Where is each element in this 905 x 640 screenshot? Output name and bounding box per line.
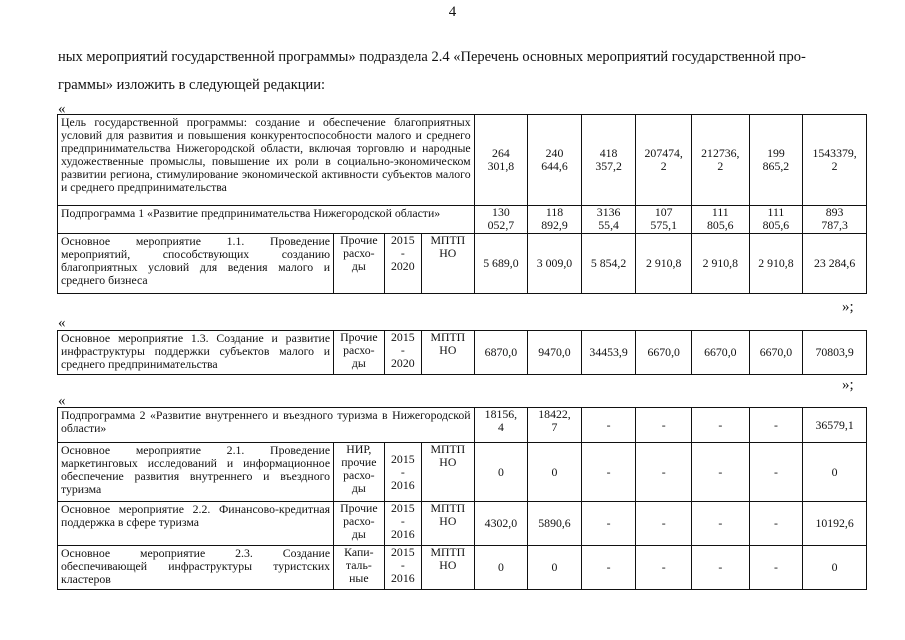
goal-value-total: 1543379, 2 (803, 115, 867, 206)
measure-2-1-type: НИР, прочие расхо- ды (334, 443, 385, 502)
goal-value-3: 418 357,2 (581, 115, 636, 206)
measure-2-1-label: Основное мероприятие 2.1. Проведение маркетинговых исследований и информационное обеспечение развития внутреннего и въездного туризма (58, 443, 334, 502)
m11-value-2: 3 009,0 (528, 234, 582, 294)
sub2-value-3: - (581, 408, 636, 443)
measure-1-1-row (58, 234, 867, 294)
sub2-value-4: - (636, 408, 692, 443)
m11-value-5: 2 910,8 (692, 234, 750, 294)
measure-1-1-type: Прочие расхо- ды (334, 234, 385, 294)
intro-line-2: граммы» изложить в следующей редакции: (58, 77, 326, 93)
m11-value-4: 2 910,8 (636, 234, 692, 294)
measure-2-1-row (58, 443, 867, 502)
m23-value-3: - (581, 546, 636, 590)
m13-value-6: 6670,0 (749, 331, 803, 375)
m21-value-5: - (692, 443, 750, 502)
subprogram-2-row (58, 408, 867, 443)
close-quote-1: »; (842, 299, 854, 315)
goal-label: Цель государственной программы: создание и обеспечение благоприятных условий для развития и повышения конкурентоспособности малого и среднего предпринимательства Нижегородской области, включая торговлю и народные художественные промыслы, повышение их роли в социально-экономическом развитии региона, стимулирование экономической активности субъектов малого и среднего предпринимательства (58, 115, 475, 206)
measure-2-2-executor: МПТП НО (422, 502, 475, 546)
sub1-value-5: 111 805,6 (692, 206, 750, 234)
goal-value-6: 199 865,2 (749, 115, 803, 206)
measure-1-3-row (58, 331, 867, 375)
measure-1-1-executor: МПТП НО (422, 234, 475, 294)
measure-1-1-years: 2015 - 2020 (384, 234, 421, 294)
subprogram-2-label: Подпрограмма 2 «Развитие внутреннего и въездного туризма в Нижегородской области» (58, 408, 475, 443)
goal-value-4: 207474, 2 (636, 115, 692, 206)
m21-value-4: - (636, 443, 692, 502)
m21-value-total: 0 (803, 443, 867, 502)
m21-value-1: 0 (474, 443, 528, 502)
sub1-value-4: 107 575,1 (636, 206, 692, 234)
sub2-value-1: 18156, 4 (474, 408, 528, 443)
m11-value-total: 23 284,6 (803, 234, 867, 294)
measure-2-3-executor: МПТП НО (422, 546, 475, 590)
measure-2-3-label: Основное мероприятие 2.3. Создание обеспечивающей инфраструктуры туристских кластеров (58, 546, 334, 590)
m22-value-3: - (581, 502, 636, 546)
sub1-value-1: 130 052,7 (474, 206, 528, 234)
measure-1-1-label: Основное мероприятие 1.1. Проведение мероприятий, способствующих созданию благоприятных условий для ведения малого и среднего бизнеса (58, 234, 334, 294)
page-number: 4 (448, 4, 457, 20)
open-quote-3: « (58, 393, 66, 409)
measure-2-1-executor: МПТП НО (422, 443, 475, 502)
sub1-value-total: 893 787,3 (803, 206, 867, 234)
m22-value-total: 10192,6 (803, 502, 867, 546)
measure-2-3-years: 2015 - 2016 (384, 546, 421, 590)
m23-value-6: - (749, 546, 803, 590)
open-quote-1: « (58, 101, 66, 117)
sub1-value-3: 3136 55,4 (581, 206, 636, 234)
m22-value-5: - (692, 502, 750, 546)
m23-value-1: 0 (474, 546, 528, 590)
sub1-value-6: 111 805,6 (749, 206, 803, 234)
measure-1-3-label: Основное мероприятие 1.3. Создание и развитие инфраструктуры поддержки субъектов малого и среднего предпринимательства (58, 331, 334, 375)
goal-value-1: 264 301,8 (474, 115, 528, 206)
measure-2-1-years: 2015 - 2016 (384, 443, 421, 502)
program-table-2 (57, 330, 867, 375)
sub2-value-2: 18422, 7 (528, 408, 582, 443)
measure-2-2-row (58, 502, 867, 546)
close-quote-2: »; (842, 377, 854, 393)
measure-2-2-years: 2015 - 2016 (384, 502, 421, 546)
m13-value-total: 70803,9 (803, 331, 867, 375)
measure-2-2-type: Прочие расхо- ды (334, 502, 385, 546)
m22-value-1: 4302,0 (474, 502, 528, 546)
sub2-value-6: - (749, 408, 803, 443)
m22-value-2: 5890,6 (528, 502, 582, 546)
m11-value-1: 5 689,0 (474, 234, 528, 294)
m13-value-1: 6870,0 (474, 331, 528, 375)
m22-value-4: - (636, 502, 692, 546)
m13-value-4: 6670,0 (636, 331, 692, 375)
m23-value-5: - (692, 546, 750, 590)
open-quote-2: « (58, 315, 66, 331)
subprogram-1-label: Подпрограмма 1 «Развитие предпринимательства Нижегородской области» (58, 206, 475, 234)
m21-value-2: 0 (528, 443, 582, 502)
m13-value-2: 9470,0 (528, 331, 582, 375)
goal-value-5: 212736, 2 (692, 115, 750, 206)
measure-1-3-type: Прочие расхо- ды (334, 331, 385, 375)
m11-value-6: 2 910,8 (749, 234, 803, 294)
intro-line-1: ных мероприятий государственной программы» подраздела 2.4 «Перечень основных мероприятий государственной про- (58, 49, 806, 65)
sub1-value-2: 118 892,9 (528, 206, 582, 234)
sub2-value-5: - (692, 408, 750, 443)
m21-value-3: - (581, 443, 636, 502)
m13-value-3: 34453,9 (581, 331, 636, 375)
m13-value-5: 6670,0 (692, 331, 750, 375)
m23-value-total: 0 (803, 546, 867, 590)
m21-value-6: - (749, 443, 803, 502)
m22-value-6: - (749, 502, 803, 546)
measure-2-3-row (58, 546, 867, 590)
goal-value-2: 240 644,6 (528, 115, 582, 206)
goal-row (58, 115, 867, 206)
sub2-value-total: 36579,1 (803, 408, 867, 443)
m23-value-2: 0 (528, 546, 582, 590)
program-table-1 (57, 114, 867, 294)
m23-value-4: - (636, 546, 692, 590)
subprogram-1-row (58, 206, 867, 234)
measure-2-3-type: Капи- таль- ные (334, 546, 385, 590)
measure-1-3-executor: МПТП НО (422, 331, 475, 375)
m11-value-3: 5 854,2 (581, 234, 636, 294)
measure-2-2-label: Основное мероприятие 2.2. Финансово-кредитная поддержка в сфере туризма (58, 502, 334, 546)
program-table-3 (57, 407, 867, 590)
measure-1-3-years: 2015 - 2020 (384, 331, 421, 375)
